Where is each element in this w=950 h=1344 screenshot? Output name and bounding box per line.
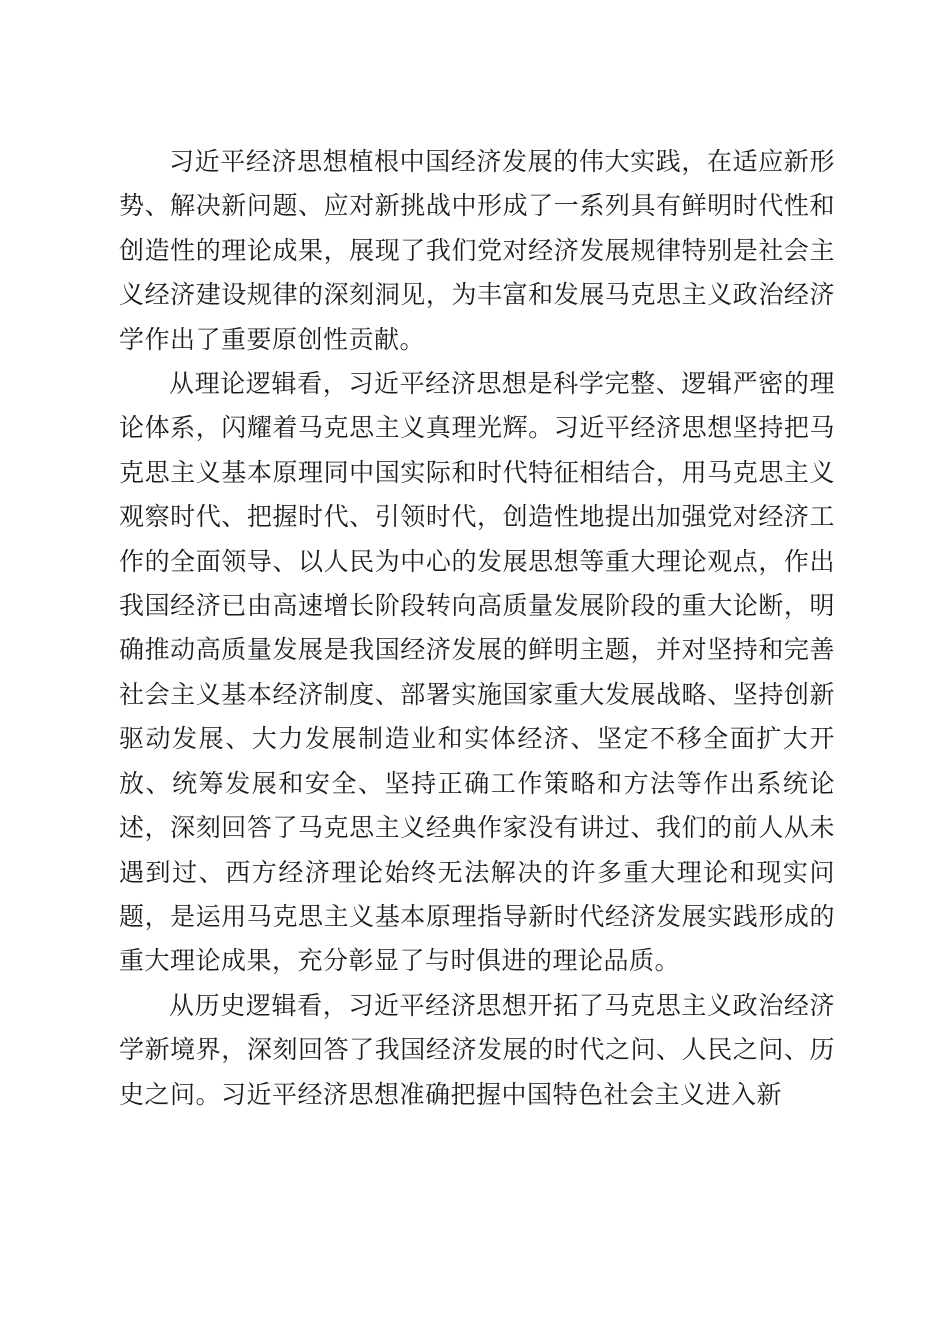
paragraph-1: 习近平经济思想植根中国经济发展的伟大实践，在适应新形势、解决新问题、应对新挑战中形成了一系列具有鲜明时代性和创造性的理论成果，展现了我们党对经济发展规律特别是社会主义经济建设规律的深刻洞见，为丰富和发展马克思主义政治经济学作出了重要原创性贡献。: [119, 147, 835, 354]
document-body: [119, 140, 835, 1117]
paragraph-3: 从历史逻辑看，习近平经济思想开拓了马克思主义政治经济学新境界，深刻回答了我国经济发展的时代之问、人民之问、历史之问。习近平经济思想准确把握中国特色社会主义进入新: [119, 990, 835, 1109]
paragraph-2: 从理论逻辑看，习近平经济思想是科学完整、逻辑严密的理论体系，闪耀着马克思主义真理光辉。习近平经济思想坚持把马克思主义基本原理同中国实际和时代特征相结合，用马克思主义观察时代、把握时代、引领时代，创造性地提出加强党对经济工作的全面领导、以人民为中心的发展思想等重大理论观点，作出我国经济已由高速增长阶段转向高质量发展阶段的重大论断，明确推动高质量发展是我国经济发展的鲜明主题，并对坚持和完善社会主义基本经济制度、部署实施国家重大发展战略、坚持创新驱动发展、大力发展制造业和实体经济、坚定不移全面扩大开放、统筹发展和安全、坚持正确工作策略和方法等作出系统论述，深刻回答了马克思主义经典作家没有讲过、我们的前人从未遇到过、西方经济理论始终无法解决的许多重大理论和现实问题，是运用马克思主义基本原理指导新时代经济发展实践形成的重大理论成果，充分彰显了与时俱进的理论品质。: [119, 369, 835, 976]
